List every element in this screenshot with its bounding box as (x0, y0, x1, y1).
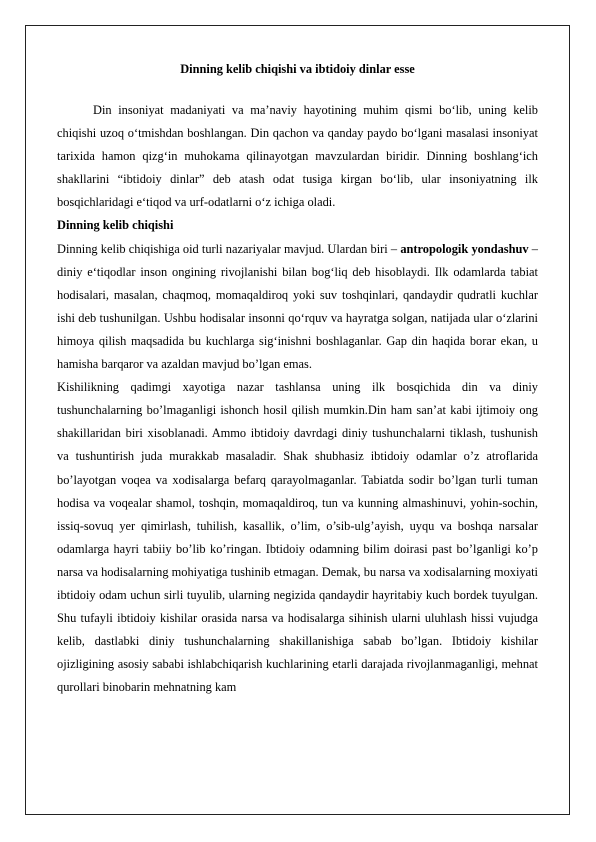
document-body (57, 62, 538, 699)
theory-text-start: Dinning kelib chiqishiga oid turli nazariyalar mavjud. Ulardan biri – (57, 241, 401, 256)
theory-bold-term: antropologik yondashuv (400, 241, 529, 256)
intro-paragraph: Din insoniyat madaniyati va ma’naviy hayotining muhim qismi bo‘lib, uning kelib chiqishi uzoq o‘tmishdan boshlangan. Din qachon va qanday paydo bo‘lgani masalasi insoniyat tarixida hamon qizg‘in muhokama qilinayotgan mavzulardan biridir. Dinning boshlang‘ich shakllarini “ibtidoiy dinlar” deb atash odat tusiga kirgan bo‘lib, ular insoniyatning ilk bosqichlaridagi e‘tiqod va urf-odatlarni o‘z ichiga oladi. (57, 103, 538, 210)
theory-text-end: – diniy e‘tiqodlar inson ongining rivojlanishi bilan bog‘liq deb hisoblaydi. Ilk odamlarda tabiat hodisalari, masalan, chaqmoq, momaqaldiroq yoki suv toshqinlari, qandaydir qudratli kuchlar ishi deb tushunilgan. Ushbu hodisalar insonni qo‘rquv va hayratga solgan, natijada ular o‘zlarini himoya qilish maqsadida bu kuchlarga sig‘inishni boshlaganlar. Gap din haqida borar ekan, u hamisha barqaror va azaldan mavjud bo’lgan emas. (57, 241, 538, 372)
section-heading: Dinning kelib chiqishi (57, 218, 174, 233)
history-paragraph: Kishilikning qadimgi xayotiga nazar tashlansa uning ilk bosqichida din va diniy tushunchalarning bo’lmaganligi ishonch hosil qilish mumkin.Din ham san’at kabi ijtimoiy ong shakillaridan biri xisoblanadi. Ammo ibtidoiy davrdagi diniy tushunchalarni tiklash, tushunish va tushuntirish juda murakkab masaladir. Shak shubhasiz ibtidoiy odamlar o’z atroflarida bo’layotgan voqea va xodisalarga befarq qarayolmaganlar. Tabiatda sodir bo’lgan turli tuman hodisa va voqealar shamol, toshqin, momaqaldiroq, tun va kunning almashinuvi, yohin-sochin, issiq-sovuq yer qimirlash, tuhilish, kasallik, o’lim, o’sib-ulg’ayish, uyqu va boshqa narsalar odamlarga hayri tabiiy bo’lib ko’ringan. Ibtidoiy odamning bilim doirasi past bo’lganligi ko’p narsa va hodisalarning mohiyatiga tushinib etmagan. Demak, bu narsa va xodisalarning moxiyati ibtidoiy odam uchun sirli tuyulib, ularning negizida qandaydir hayritabiy kuch bordek tuyulgan. Shu tufayli ibtidoiy kishilar orasida narsa va hodisalarga sihinish ularni uluhlash hissi vujudga kelib, dastlabki diniy tushunchalarning shakillanishiga sabab bo’lgan. Ibtidoiy kishilar ojizligining asosiy sababi ishlabchiqarish kuchlarining etarli darajada rivojlanmaganligi, mehnat qurollari binobarin mehnatning kam (57, 380, 538, 695)
document-title: Dinning kelib chiqishi va ibtidoiy dinlar esse (180, 62, 415, 76)
theory-paragraph (57, 238, 538, 377)
